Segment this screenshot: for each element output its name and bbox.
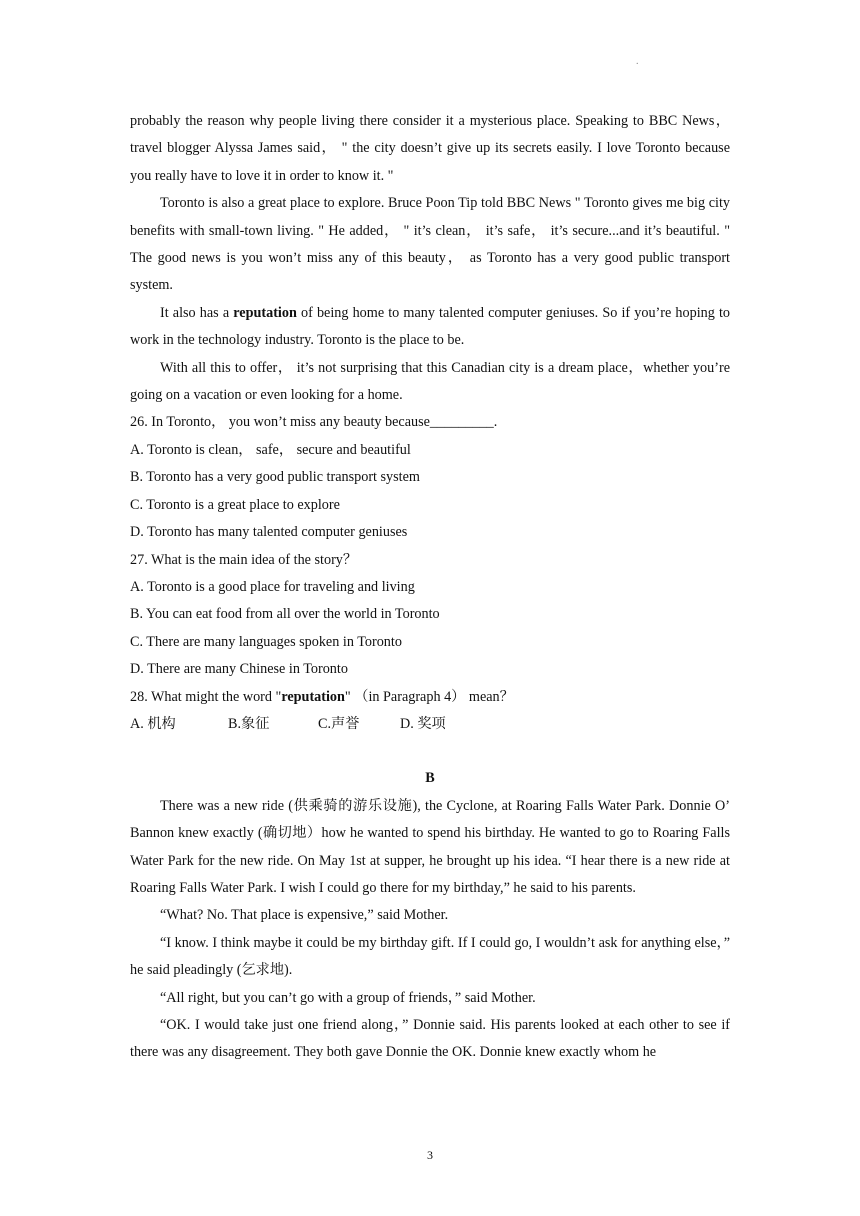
question-27-option-d: D. There are many Chinese in Toronto <box>130 661 348 678</box>
paragraph-b-5: “OK. I would take just one friend along，” Donnie said. His parents looked at each other to see if there was any disagreement. They both gave Donnie the OK. Donnie knew exactly whom he <box>130 1017 730 1061</box>
question-26-option-d: D. Toronto has many talented computer geniuses <box>130 524 408 541</box>
question-27-option-a: A. Toronto is a good place for traveling and living <box>130 578 415 595</box>
question-26-stem: 26. In Toronto， you won’t miss any beauty because_________. <box>130 414 498 431</box>
question-26-option-c: C. Toronto is a great place to explore <box>130 496 340 513</box>
paragraph-a-3-post: of being home to many talented computer geniuses. So if you’re hoping to work in the technology industry. Toronto is the place to be. <box>130 304 730 349</box>
paragraph-a-3-pre: It also has a <box>160 304 234 321</box>
page-number: 3 <box>427 1148 433 1162</box>
question-27-stem: 27. What is the main idea of the story？ <box>130 551 358 568</box>
section-gap <box>130 738 730 765</box>
question-28-option-d: D. 奖项 <box>400 715 446 732</box>
question-28-options <box>130 711 730 738</box>
paragraph-a-1: probably the reason why people living there consider it a mysterious place. Speaking to BBC News， travel blogger Alyssa James said， " the city doesn’t give up its secrets easily. I love Toronto because you really have to love it in order to know it. " <box>130 113 730 184</box>
question-28-stem-pre: 28. What might the word " <box>130 688 282 705</box>
paragraph-a-2: Toronto is also a great place to explore. Bruce Poon Tip told BBC News " Toronto gives me big city benefits with small-town living. " He added， " it’s clean， it’s safe， it’s secure...and it’s beautiful. " The good news is you won’t miss any of this beauty， as Toronto has a very good public transport system. <box>130 195 730 294</box>
question-28-option-c: C.声誉 <box>318 715 360 732</box>
question-26-option-b: B. Toronto has a very good public transport system <box>130 469 420 486</box>
paragraph-b-2: “What? No. That place is expensive,” said Mother. <box>160 907 449 924</box>
paragraph-a-3 <box>130 300 730 355</box>
page-content <box>130 108 730 1067</box>
question-28-option-a: A. 机构 <box>130 715 176 732</box>
question-28-keyword: reputation <box>281 688 345 705</box>
top-mark: . <box>636 56 639 67</box>
question-28-option-b: B.象征 <box>228 715 270 732</box>
question-28-stem-post: " （in Paragraph 4） mean？ <box>344 688 514 705</box>
question-26-option-a: A. Toronto is clean， safe， secure and beautiful <box>130 441 411 458</box>
question-27-option-c: C. There are many languages spoken in Toronto <box>130 633 402 650</box>
paragraph-b-1: There was a new ride (供乘骑的游乐设施), the Cyclone, at Roaring Falls Water Park. Donnie O’ Bannon knew exactly (确切地）how he wanted to spend his birthday. He wanted to go to Roaring Falls Water Park for the new ride. On May 1st at supper, he brought up his idea. “I hear there is a new ride at Roaring Falls Water Park. I wish I could go there for my birthday,” he said to his parents. <box>130 797 730 896</box>
keyword-reputation: reputation <box>233 304 297 321</box>
paragraph-b-4: “All right, but you can’t go with a group of friends，” said Mother. <box>160 989 536 1006</box>
section-b-heading: B <box>425 770 435 787</box>
question-27-option-b: B. You can eat food from all over the world in Toronto <box>130 606 440 623</box>
paragraph-a-4: With all this to offer， it’s not surprising that this Canadian city is a dream place，whether you’re going on a vacation or even looking for a home. <box>130 359 730 404</box>
paragraph-b-3: “I know. I think maybe it could be my birthday gift. If I could go, I wouldn’t ask for anything else，” he said pleadingly (乞求地). <box>130 934 730 979</box>
question-28-stem <box>130 684 730 711</box>
